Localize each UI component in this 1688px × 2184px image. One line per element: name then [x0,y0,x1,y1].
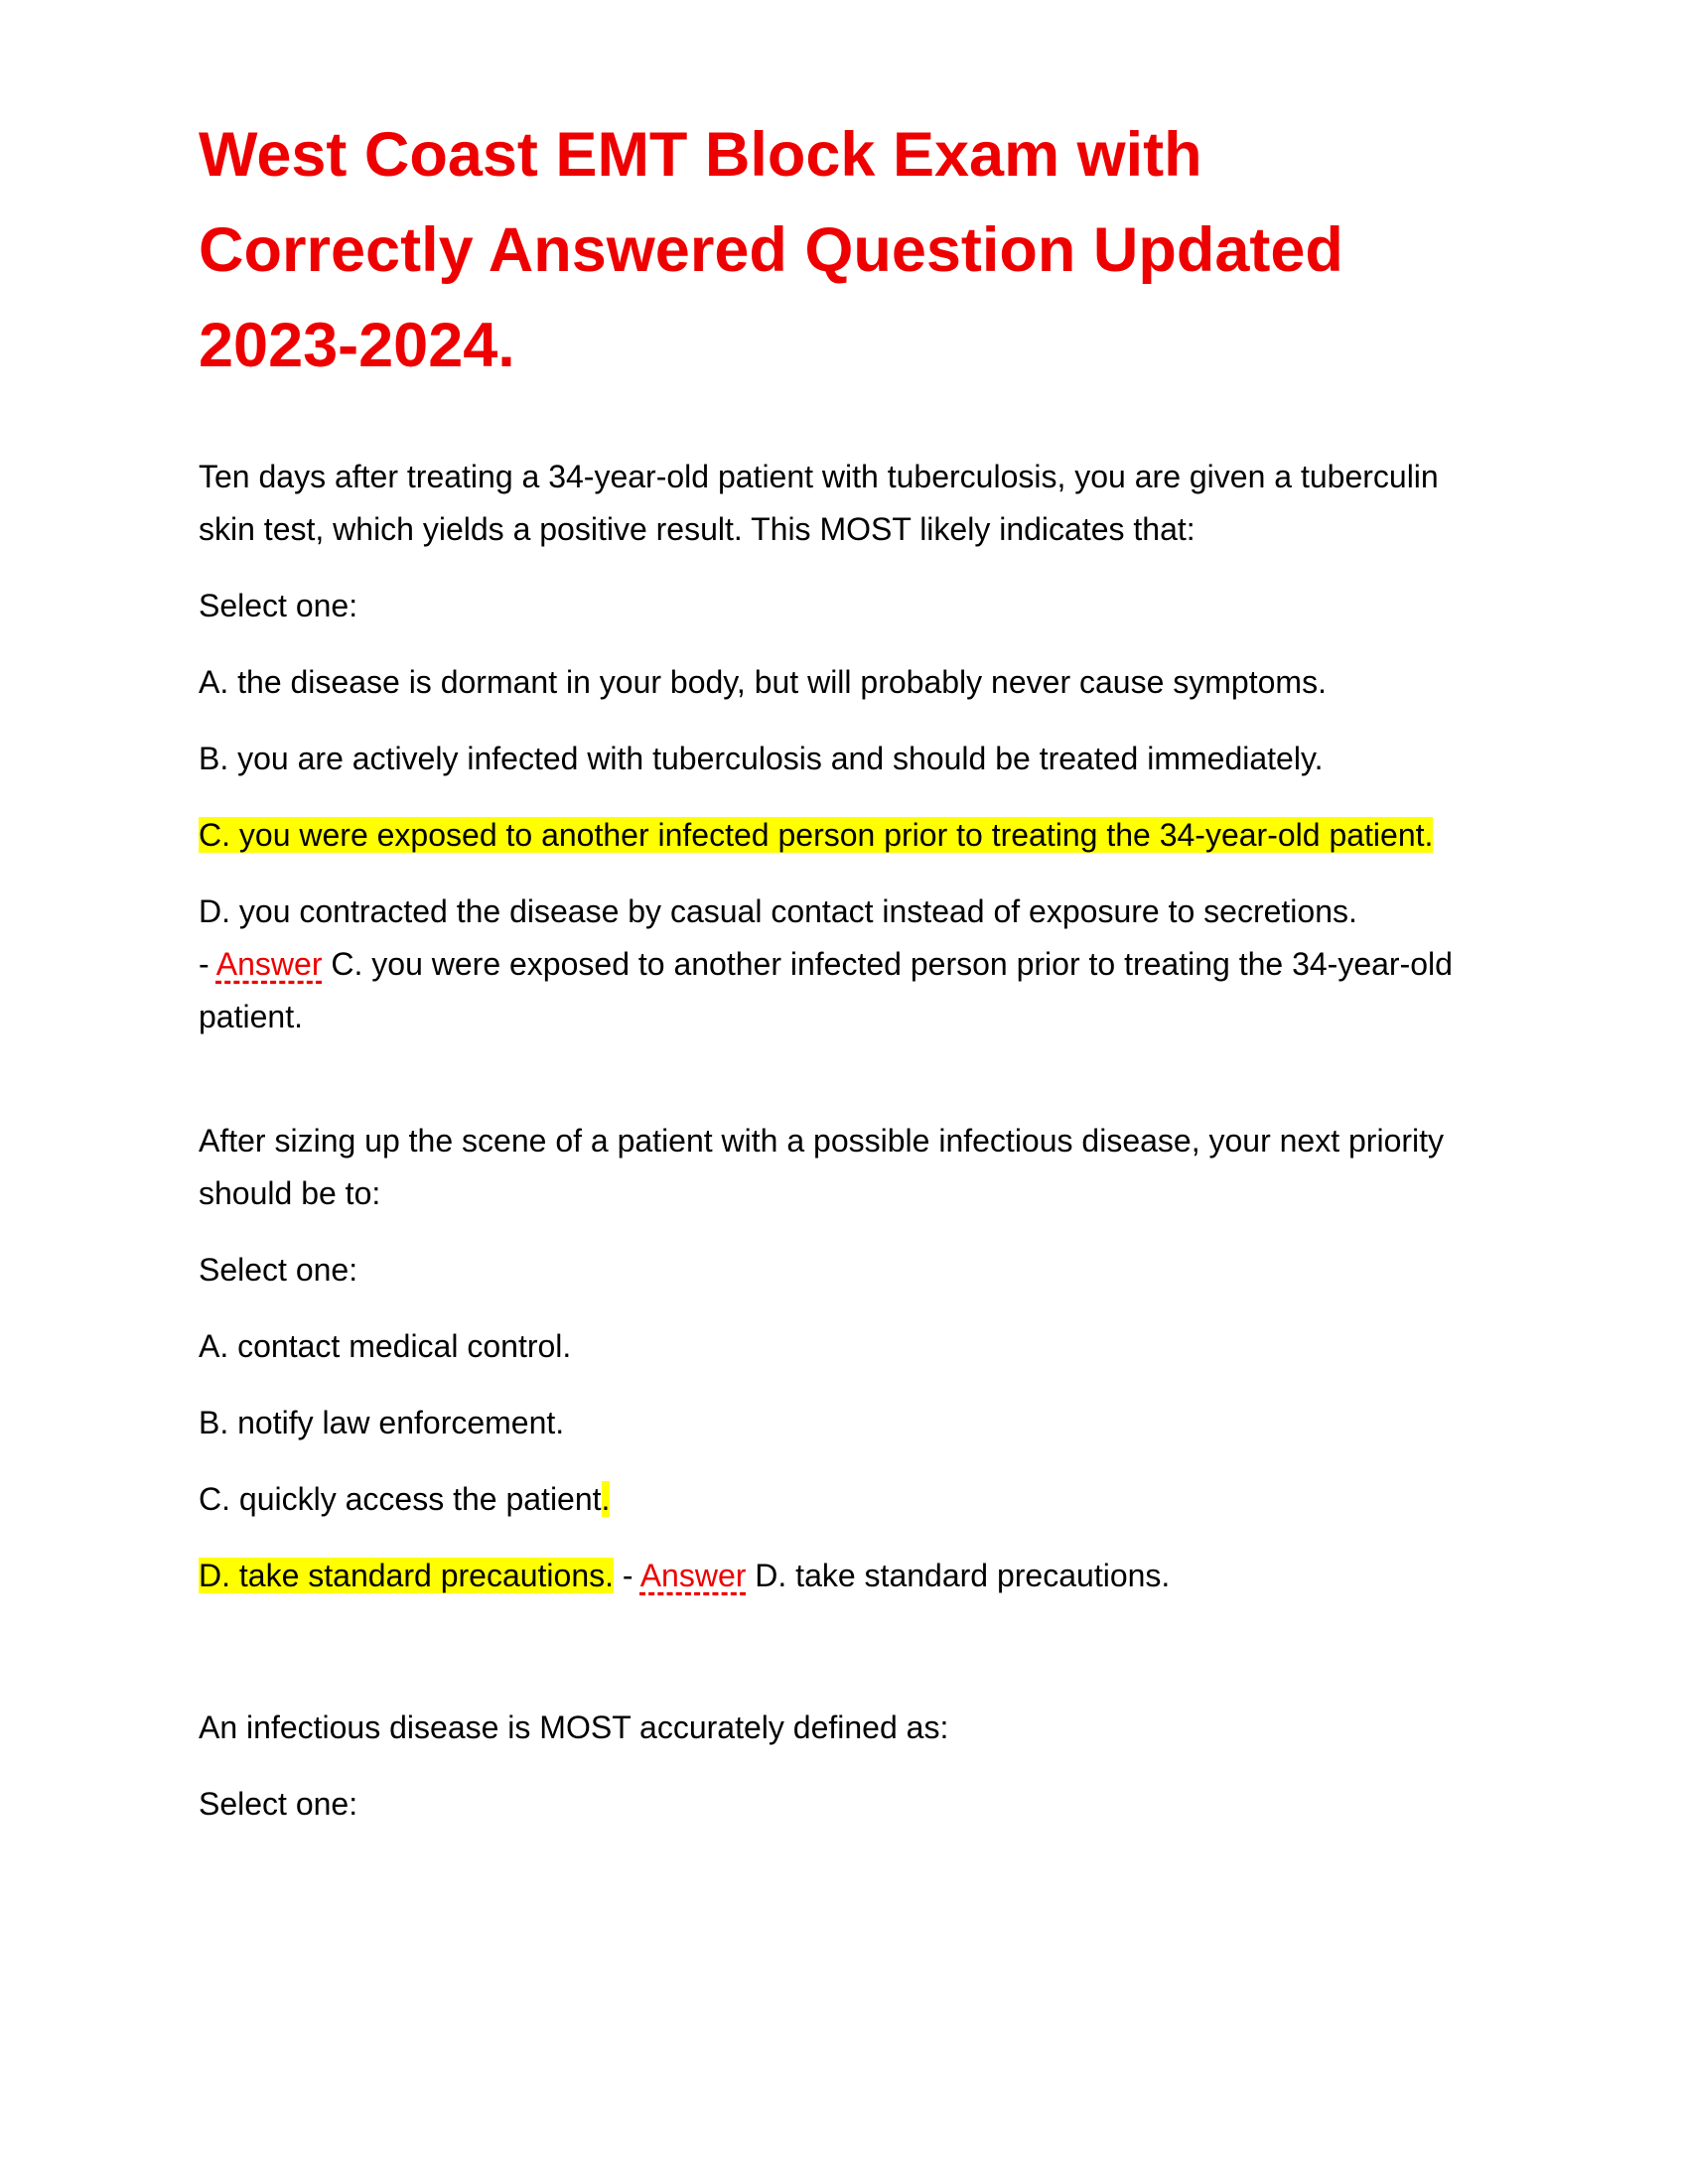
question-1-answer-label: Answer [215,946,323,982]
question-2-answer-label: Answer [639,1558,747,1593]
question-1-option-d-and-answer [199,886,1489,1043]
question-1-select-one: Select one: [199,588,358,623]
question-1-option-d: D. you contracted the disease by casual contact instead of exposure to secretions. [199,893,1357,929]
question-1-answer-text: C. you were exposed to another infected person prior to treating the 34-year-old patient. [199,946,1453,1034]
question-2-option-d-and-answer [199,1550,1489,1602]
question-2 [199,1115,1489,1602]
question-3-stem: An infectious disease is MOST accurately defined as: [199,1709,949,1745]
question-spacer-1 [199,1043,1489,1115]
question-2-dash: - [614,1558,640,1593]
question-3-select-one: Select one: [199,1786,358,1822]
question-2-select-one: Select one: [199,1252,358,1288]
question-2-option-c [199,1473,1489,1526]
question-2-option-a: A. contact medical control. [199,1328,572,1364]
title-spacer [199,393,1489,451]
question-spacer-2 [199,1602,1489,1702]
question-1-stem: Ten days after treating a 34-year-old patient with tuberculosis, you are given a tuberculin skin test, which yields a positive result. This MOST likely indicates that: [199,459,1439,547]
document-content [199,107,1489,1831]
question-2-stem: After sizing up the scene of a patient with a possible infectious disease, your next priority should be to: [199,1123,1445,1211]
question-1-option-b: B. you are actively infected with tuberculosis and should be treated immediately. [199,741,1324,776]
question-3 [199,1702,1489,1831]
question-1-dash: - [199,946,216,982]
question-2-answer-text: D. take standard precautions. [746,1558,1171,1593]
question-1-option-a: A. the disease is dormant in your body, but will probably never cause symptoms. [199,664,1327,700]
document-title: West Coast EMT Block Exam with Correctly Answered Question Updated 2023-2024. [199,120,1343,380]
question-2-option-c-period: . [601,1481,611,1517]
question-1-option-c [199,809,1489,862]
question-1-option-c-highlighted: C. you were exposed to another infected person prior to treating the 34-year-old patient. [199,817,1434,853]
question-2-option-b: B. notify law enforcement. [199,1405,565,1440]
question-2-option-c-text: C. quickly access the patient [199,1481,602,1517]
question-1 [199,451,1489,1043]
question-2-option-d: D. take standard precautions. [199,1558,615,1593]
